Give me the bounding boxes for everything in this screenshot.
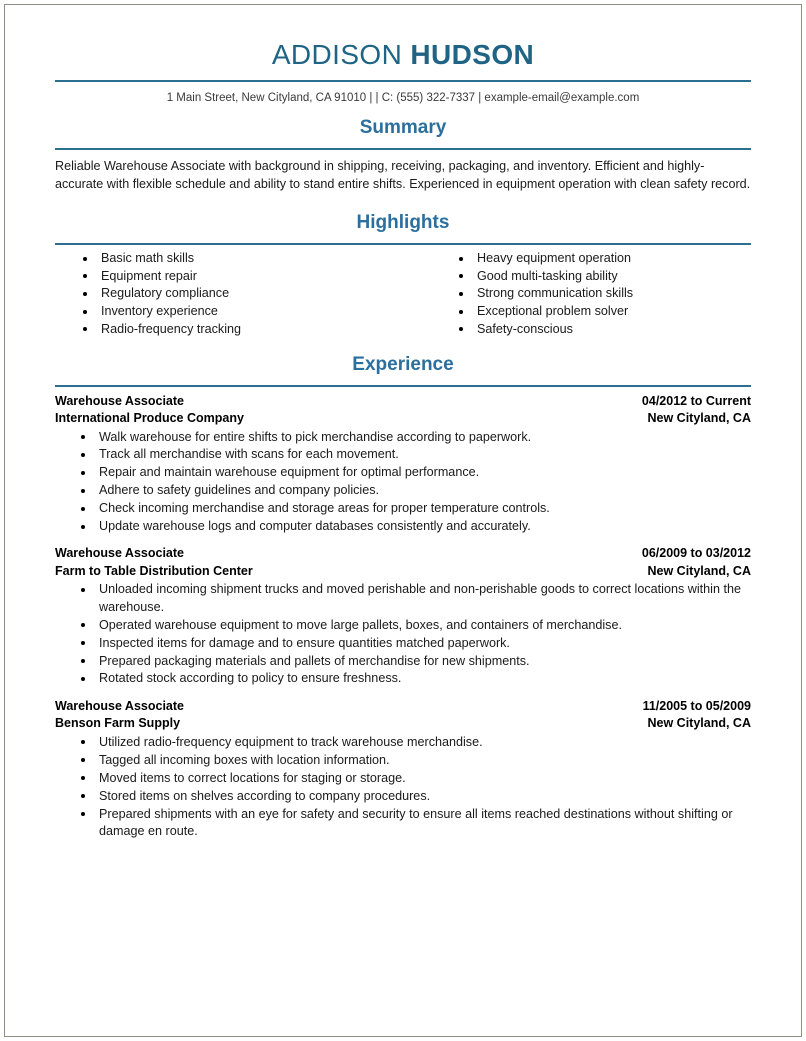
candidate-first-name: ADDISON: [271, 39, 403, 70]
section-highlights: [55, 211, 751, 339]
highlight-item: Heavy equipment operation: [455, 250, 751, 267]
job-bullet-list: [55, 734, 751, 840]
highlight-item: Equipment repair: [79, 268, 403, 285]
experience-entry: [55, 393, 751, 536]
experience-entry: [55, 698, 751, 840]
highlights-columns: [55, 250, 751, 339]
highlights-left-column: [55, 250, 403, 339]
resume-content: [55, 30, 751, 841]
job-dates: 06/2009 to 03/2012: [641, 546, 751, 561]
highlight-item: Good multi-tasking ability: [455, 268, 751, 285]
job-title: Warehouse Associate: [55, 698, 184, 713]
experience-entry-header: [55, 698, 751, 733]
job-location: New Cityland, CA: [647, 716, 751, 731]
section-title-experience: Experience: [352, 353, 454, 375]
highlight-item: Basic math skills: [79, 250, 403, 267]
job-bullet: Rotated stock according to policy to ensure freshness.: [79, 670, 751, 687]
job-bullet: Walk warehouse for entire shifts to pick merchandise according to paperwork.: [79, 429, 751, 446]
highlights-left-list: [79, 250, 403, 338]
job-location: New Cityland, CA: [647, 411, 751, 426]
job-bullet: Moved items to correct locations for staging or storage.: [79, 770, 751, 787]
candidate-name: [55, 38, 751, 72]
highlight-item: Inventory experience: [79, 303, 403, 320]
highlights-right-list: [455, 250, 751, 338]
job-dates: 11/2005 to 05/2009: [642, 698, 751, 713]
highlight-item: Strong communication skills: [455, 285, 751, 302]
experience-divider: [55, 385, 751, 387]
summary-divider: [55, 148, 751, 150]
job-bullet: Adhere to safety guidelines and company policies.: [79, 482, 751, 499]
job-company: International Produce Company: [55, 411, 244, 426]
contact-line: 1 Main Street, New Cityland, CA 91010 | | C: (555) 322-7337 | example-email@example.com: [166, 92, 640, 104]
job-bullet: Prepared shipments with an eye for safety and security to ensure all items reached destinations without shifting or damage en route.: [79, 806, 751, 841]
summary-body: [55, 158, 751, 193]
experience-entry-header: [55, 545, 751, 580]
experience-entry-left: [55, 698, 184, 733]
experience-entry-right: [642, 393, 751, 428]
section-title-highlights: Highlights: [356, 212, 450, 233]
highlight-item: Radio-frequency tracking: [79, 321, 403, 338]
job-bullet: Inspected items for damage and to ensure quantities matched paperwork.: [79, 635, 751, 652]
highlight-item: Exceptional problem solver: [455, 303, 751, 320]
highlight-item: Regulatory compliance: [79, 285, 403, 302]
job-company: Farm to Table Distribution Center: [55, 563, 253, 578]
experience-entry-header: [55, 393, 751, 428]
job-bullet: Repair and maintain warehouse equipment for optimal performance.: [79, 464, 751, 481]
job-title: Warehouse Associate: [55, 546, 184, 561]
job-bullet-list: [55, 581, 751, 687]
summary-text: Reliable Warehouse Associate with background in shipping, receiving, packaging, and inventory. Efficient and highly-accurate with flexible schedule and ability to stand entire shifts. Experienced in equipment operation with clean safety record.: [55, 159, 751, 191]
experience-entry: [55, 545, 751, 687]
highlight-item: Safety-conscious: [455, 321, 751, 338]
section-experience: [55, 353, 751, 841]
job-company: Benson Farm Supply: [55, 716, 181, 731]
job-bullet: Operated warehouse equipment to move large pallets, boxes, and containers of merchandise.: [79, 617, 751, 634]
job-bullet: Stored items on shelves according to company procedures.: [79, 788, 751, 805]
section-summary: [55, 116, 751, 193]
experience-entry-left: [55, 393, 244, 428]
job-bullet: Utilized radio-frequency equipment to track warehouse merchandise.: [79, 734, 751, 751]
highlights-divider: [55, 243, 751, 245]
job-bullet: Update warehouse logs and computer databases consistently and accurately.: [79, 518, 751, 535]
job-bullet-list: [55, 429, 751, 536]
job-bullet: Unloaded incoming shipment trucks and moved perishable and non-perishable goods to correct locations within the warehouse.: [79, 581, 751, 616]
experience-body: [55, 393, 751, 841]
highlights-right-column: [403, 250, 751, 339]
candidate-last-name: HUDSON: [410, 39, 535, 70]
job-title: Warehouse Associate: [55, 393, 184, 408]
experience-entry-right: [643, 698, 751, 733]
job-location: New Cityland, CA: [647, 563, 751, 578]
job-bullet: Tagged all incoming boxes with location information.: [79, 752, 751, 769]
job-bullet: Prepared packaging materials and pallets of merchandise for new shipments.: [79, 653, 751, 670]
header-divider: [55, 80, 751, 82]
job-bullet: Track all merchandise with scans for each movement.: [79, 446, 751, 463]
job-dates: 04/2012 to Current: [641, 393, 751, 408]
job-bullet: Check incoming merchandise and storage areas for proper temperature controls.: [79, 500, 751, 517]
experience-entry-left: [55, 545, 253, 580]
section-title-summary: Summary: [359, 117, 447, 138]
experience-entry-right: [642, 545, 751, 580]
